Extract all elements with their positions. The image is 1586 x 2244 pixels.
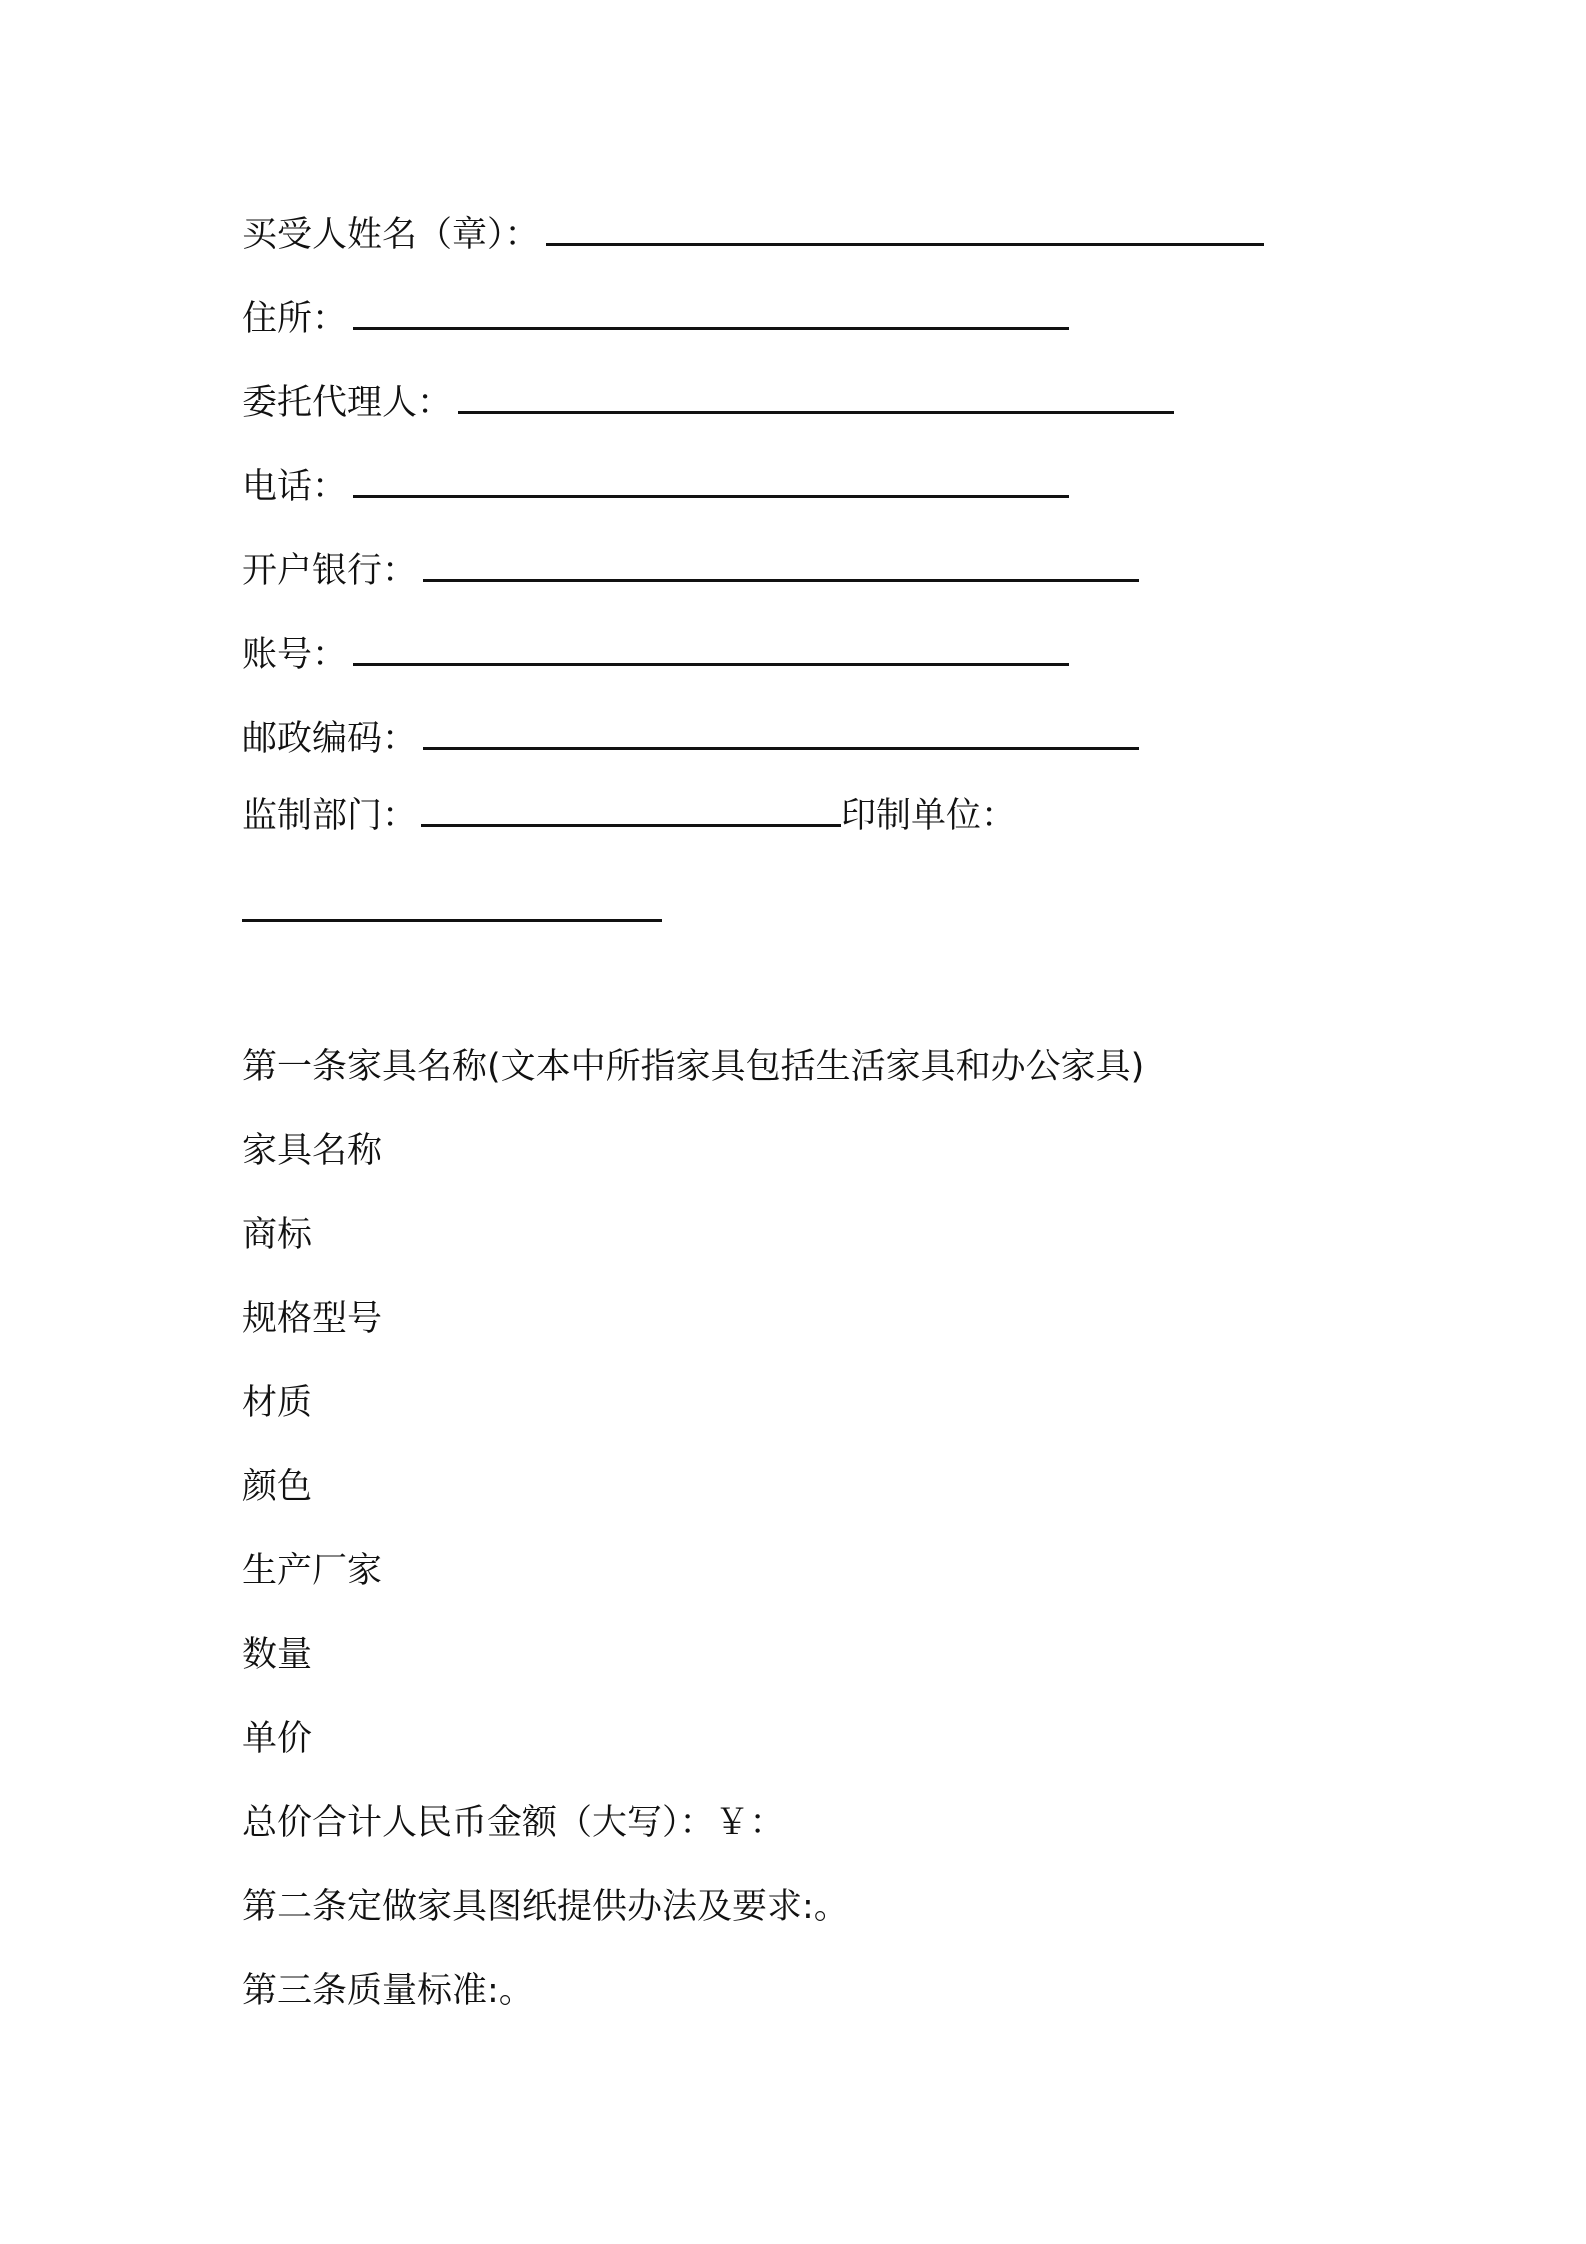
field-manufacturer: 生产厂家: [242, 1551, 383, 1591]
postal-row: [242, 713, 1139, 761]
bank-label: 开户银行：: [242, 551, 418, 591]
supervision-row: [242, 790, 1016, 838]
article3-text: 第三条质量标准:。: [242, 1971, 534, 2011]
agent-field[interactable]: [458, 377, 1174, 414]
printer-label: 印制单位：: [841, 796, 1017, 836]
phone-label: 电话：: [242, 467, 348, 507]
account-field[interactable]: [353, 629, 1069, 666]
supervision-label: 监制部门：: [242, 796, 418, 836]
printer-field[interactable]: [242, 916, 662, 922]
account-label: 账号：: [242, 635, 348, 675]
agent-label: 委托代理人：: [242, 383, 453, 423]
field-spec-model: 规格型号: [242, 1299, 383, 1339]
agent-row: [242, 377, 1174, 425]
field-trademark: 商标: [242, 1215, 313, 1255]
field-furniture-name: 家具名称: [242, 1131, 383, 1171]
account-row: [242, 629, 1069, 677]
article2-text: 第二条定做家具图纸提供办法及要求:。: [242, 1887, 849, 1927]
field-color: 颜色: [242, 1467, 313, 1507]
buyer-name-label: 买受人姓名（章）：: [242, 215, 540, 255]
phone-row: [242, 461, 1069, 509]
address-row: [242, 293, 1069, 341]
supervision-field[interactable]: [421, 790, 841, 827]
postal-field[interactable]: [423, 713, 1139, 750]
postal-label: 邮政编码：: [242, 719, 418, 759]
article1-title: 第一条家具名称(文本中所指家具包括生活家具和办公家具): [242, 1047, 1145, 1087]
phone-field[interactable]: [353, 461, 1069, 498]
address-label: 住所：: [242, 299, 348, 339]
total-amount-label: 总价合计人民币金额（大写）：￥：: [242, 1803, 785, 1843]
buyer-name-field[interactable]: [546, 209, 1264, 246]
field-unit-price: 单价: [242, 1719, 313, 1759]
buyer-name-row: [242, 209, 1264, 257]
bank-row: [242, 545, 1139, 593]
address-field[interactable]: [353, 293, 1069, 330]
bank-field[interactable]: [423, 545, 1139, 582]
field-quantity: 数量: [242, 1635, 313, 1675]
field-material: 材质: [242, 1383, 313, 1423]
